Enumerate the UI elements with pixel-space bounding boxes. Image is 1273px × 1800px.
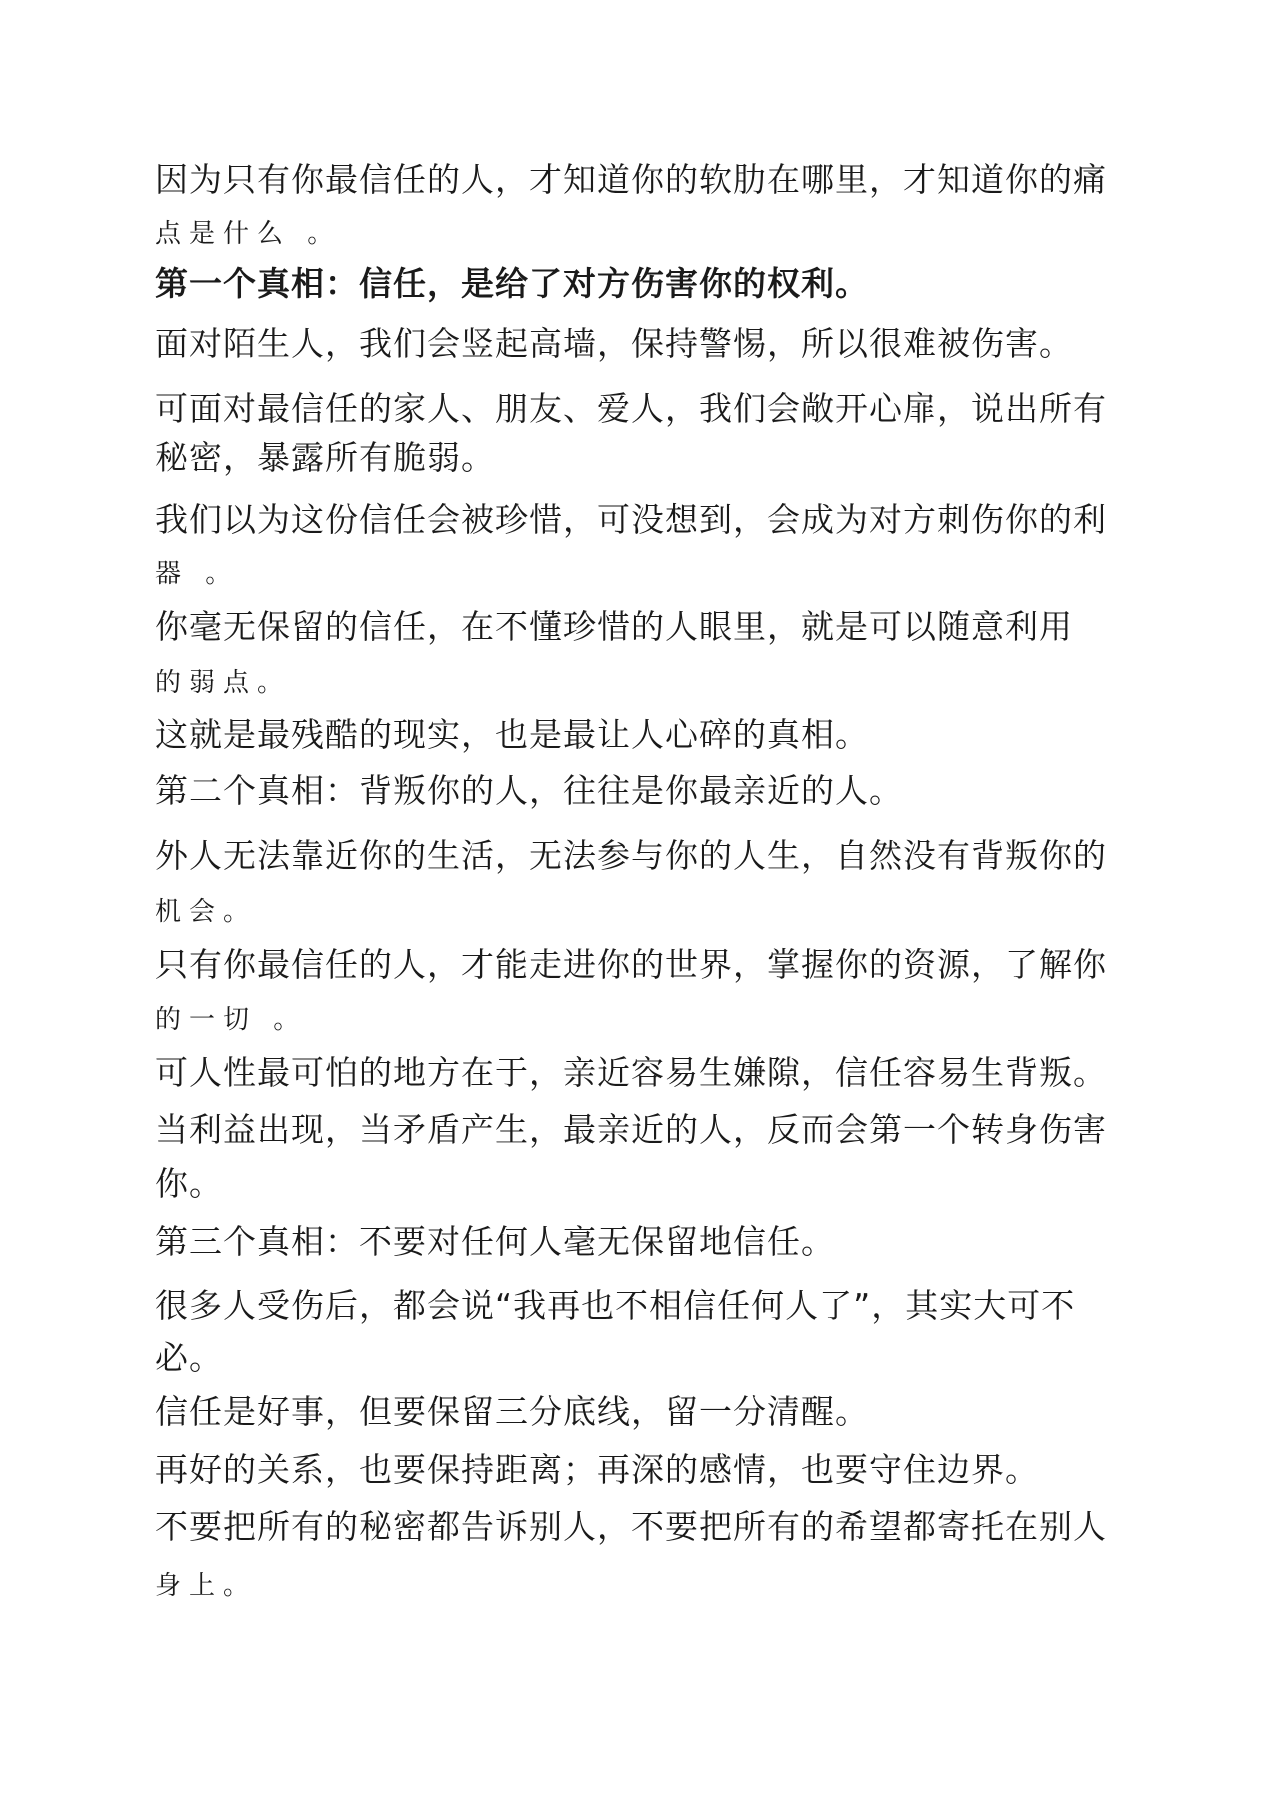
text-line: 你毫无保留的信任，在不懂珍惜的人眼里，就是可以随意利用 xyxy=(155,607,1073,646)
text-line: 点是什么 。 xyxy=(155,219,342,249)
text-line: 可面对最信任的家人、朋友、爱人，我们会敞开心扉，说出所有 xyxy=(155,389,1107,428)
section-heading: 第三个真相：不要对任何人毫无保留地信任。 xyxy=(155,1222,835,1261)
text-line: 因为只有你最信任的人，才知道你的软肋在哪里，才知道你的痛 xyxy=(155,160,1107,199)
text-line: 身上。 xyxy=(155,1571,258,1601)
text-line: 必。 xyxy=(155,1338,223,1377)
text-line: 外人无法靠近你的生活，无法参与你的人生，自然没有背叛你的 xyxy=(155,836,1107,875)
text-line: 这就是最残酷的现实，也是最让人心碎的真相。 xyxy=(155,715,869,754)
section-heading: 第二个真相：背叛你的人，往往是你最亲近的人。 xyxy=(155,771,903,810)
text-line: 你。 xyxy=(155,1164,223,1203)
text-line: 当利益出现，当矛盾产生，最亲近的人，反而会第一个转身伤害 xyxy=(155,1110,1107,1149)
text-line: 只有你最信任的人，才能走进你的世界，掌握你的资源，了解你 xyxy=(155,945,1107,984)
text-line: 的弱点。 xyxy=(155,668,292,698)
text-line: 的一切 。 xyxy=(155,1005,308,1035)
section-heading: 第一个真相：信任，是给了对方伤害你的权利。 xyxy=(155,264,869,303)
text-line: 信任是好事，但要保留三分底线，留一分清醒。 xyxy=(155,1392,869,1431)
text-line: 再好的关系，也要保持距离；再深的感情，也要守住边界。 xyxy=(155,1450,1039,1489)
text-line: 我们以为这份信任会被珍惜，可没想到，会成为对方刺伤你的利 xyxy=(155,500,1107,539)
text-line: 器 。 xyxy=(155,559,240,589)
text-line: 机会。 xyxy=(155,897,258,927)
text-line: 秘密，暴露所有脆弱。 xyxy=(155,438,495,477)
text-line: 面对陌生人，我们会竖起高墙，保持警惕，所以很难被伤害。 xyxy=(155,324,1073,363)
text-line: 很多人受伤后，都会说“我再也不相信任何人了”，其实大可不 xyxy=(155,1286,1076,1325)
text-line: 不要把所有的秘密都告诉别人，不要把所有的希望都寄托在别人 xyxy=(155,1507,1107,1546)
text-line: 可人性最可怕的地方在于，亲近容易生嫌隙，信任容易生背叛。 xyxy=(155,1053,1107,1092)
